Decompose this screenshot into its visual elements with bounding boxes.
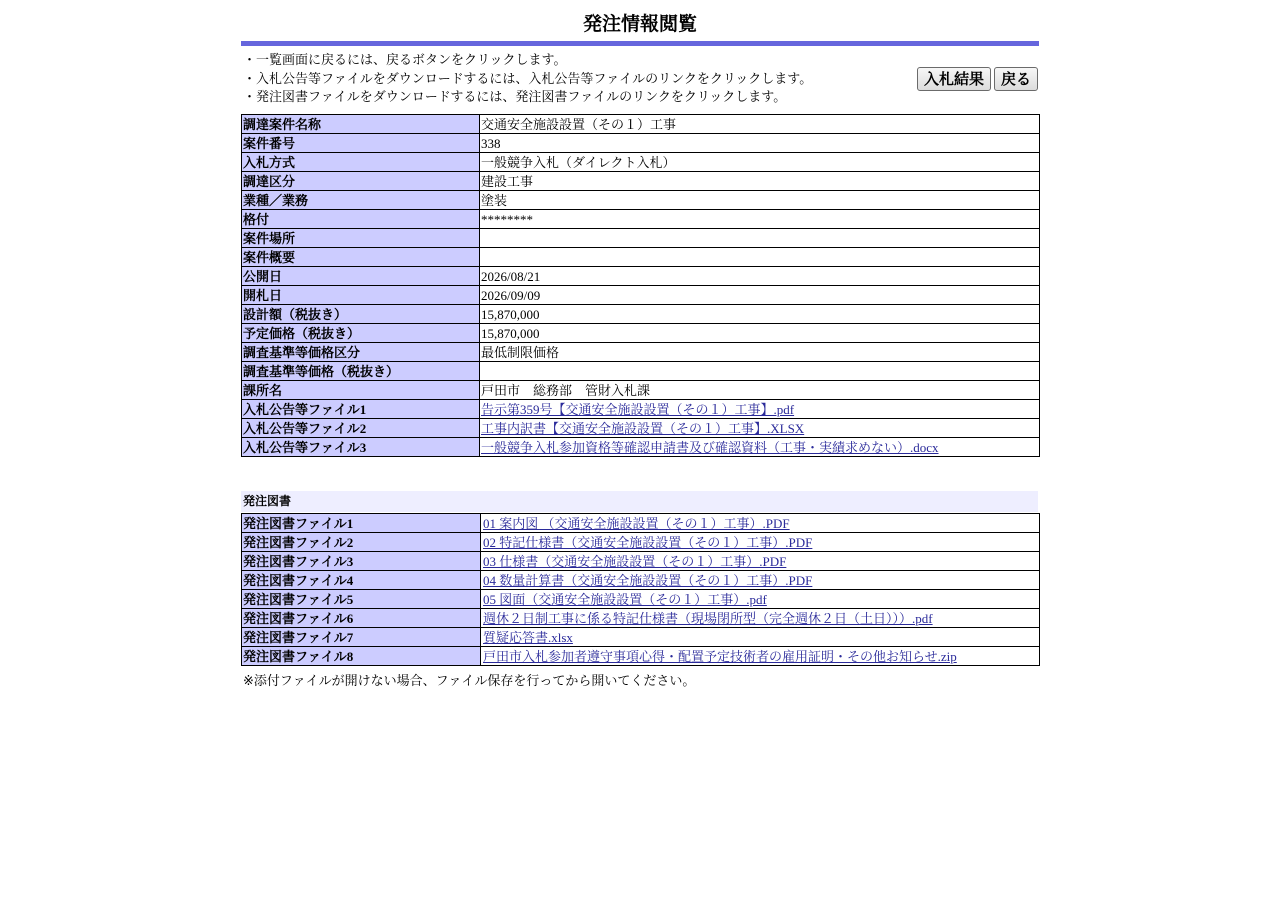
instruction-line: ・入札公告等ファイルをダウンロードするには、入札公告等ファイルのリンクをクリックします。 (243, 71, 813, 87)
table-row (242, 115, 1040, 134)
page-container (241, 0, 1039, 689)
table-row (242, 343, 1040, 362)
drawing-file-link[interactable]: 質疑応答書.xlsx (483, 629, 573, 645)
instruction-line: ・一覧画面に戻るには、戻るボタンをクリックします。 (243, 53, 567, 68)
table-row (242, 305, 1040, 324)
field-value: 建設工事 (480, 172, 1040, 191)
drawing-file-link[interactable]: 03 仕様書（交通安全施設設置（その１）工事）.PDF (483, 553, 787, 569)
field-label: 案件番号 (242, 134, 480, 153)
field-value: 最低制限価格 (480, 343, 1040, 362)
button-group (917, 67, 1038, 91)
field-label: 調査基準等価格区分 (242, 343, 480, 362)
drawing-file-link[interactable]: 02 特記仕様書（交通安全施設設置（その１）工事）.PDF (483, 534, 813, 550)
table-row (242, 647, 1040, 666)
order-info-table (241, 114, 1040, 457)
file-value (481, 590, 1040, 609)
drawings-section-heading: 発注図書 (241, 491, 1038, 512)
field-label: 公開日 (242, 267, 480, 286)
file-link[interactable]: 工事内訳書【交通安全施設設置（その１）工事】.XLSX (481, 420, 805, 436)
file-value (481, 609, 1040, 628)
table-row (242, 248, 1040, 267)
table-row (242, 514, 1040, 533)
field-value: 一般競争入札（ダイレクト入札） (480, 153, 1040, 172)
table-row (242, 362, 1040, 381)
file-label: 発注図書ファイル2 (242, 533, 481, 552)
table-row (242, 324, 1040, 343)
field-label: 課所名 (242, 381, 480, 400)
file-label: 発注図書ファイル3 (242, 552, 481, 571)
field-label: 案件場所 (242, 229, 480, 248)
field-value (480, 438, 1040, 457)
file-value (481, 571, 1040, 590)
field-label: 調査基準等価格（税抜き） (242, 362, 480, 381)
table-row (242, 153, 1040, 172)
table-row (242, 286, 1040, 305)
table-row (242, 267, 1040, 286)
file-value (481, 514, 1040, 533)
file-link[interactable]: 一般競争入札参加資格等確認申請書及び確認資料（工事・実績求めない）.docx (481, 439, 939, 455)
drawings-table (241, 513, 1040, 666)
field-value: ******** (480, 210, 1040, 229)
field-label: 開札日 (242, 286, 480, 305)
field-label: 予定価格（税抜き） (242, 324, 480, 343)
header-row (241, 46, 1039, 114)
table-row (242, 571, 1040, 590)
drawing-file-link[interactable]: 01 案内図 （交通安全施設設置（その１）工事）.PDF (483, 515, 790, 531)
field-label: 設計額（税抜き） (242, 305, 480, 324)
drawing-file-link[interactable]: 週休２日制工事に係る特記仕様書（現場閉所型（完全週休２日（土日）））.pdf (483, 610, 933, 626)
field-label: 入札公告等ファイル1 (242, 400, 480, 419)
field-label: 業種／業務 (242, 191, 480, 210)
field-value: 交通安全施設設置（その１）工事 (480, 115, 1040, 134)
file-value (481, 533, 1040, 552)
field-label: 調達区分 (242, 172, 480, 191)
file-value (481, 552, 1040, 571)
file-label: 発注図書ファイル5 (242, 590, 481, 609)
table-row (242, 210, 1040, 229)
field-label: 入札公告等ファイル2 (242, 419, 480, 438)
field-value: 戸田市 総務部 管財入札課 (480, 381, 1040, 400)
field-value (480, 419, 1040, 438)
field-label: 調達案件名称 (242, 115, 480, 134)
table-row (242, 191, 1040, 210)
file-label: 発注図書ファイル7 (242, 628, 481, 647)
table-row (242, 419, 1040, 438)
field-value (480, 400, 1040, 419)
table-row (242, 381, 1040, 400)
footer-note: ※添付ファイルが開けない場合、ファイル保存を行ってから開いてください。 (243, 674, 696, 689)
field-label: 入札公告等ファイル3 (242, 438, 480, 457)
field-value (480, 362, 1040, 381)
drawing-file-link[interactable]: 戸田市入札参加者遵守事項心得・配置予定技術者の雇用証明・その他お知らせ.zip (483, 648, 957, 664)
field-value (480, 229, 1040, 248)
field-value: 2026/08/21 (480, 267, 1040, 286)
field-label: 案件概要 (242, 248, 480, 267)
file-value (481, 647, 1040, 666)
file-label: 発注図書ファイル4 (242, 571, 481, 590)
field-value (480, 248, 1040, 267)
file-label: 発注図書ファイル8 (242, 647, 481, 666)
field-value: 塗装 (480, 191, 1040, 210)
table-row (242, 628, 1040, 647)
field-label: 格付 (242, 210, 480, 229)
file-label: 発注図書ファイル6 (242, 609, 481, 628)
instruction-line: ・発注図書ファイルをダウンロードするには、発注図書ファイルのリンクをクリックします。 (243, 90, 787, 105)
bid-results-button[interactable]: 入札結果 (917, 67, 991, 91)
file-link[interactable]: 告示第359号【交通安全施設設置（その１）工事】.pdf (481, 401, 795, 417)
table-row (242, 134, 1040, 153)
page-title: 発注情報閲覧 (582, 13, 697, 35)
file-value (481, 628, 1040, 647)
table-row (242, 533, 1040, 552)
field-value: 15,870,000 (480, 305, 1040, 324)
table-row (242, 172, 1040, 191)
back-button[interactable]: 戻る (994, 67, 1038, 91)
field-label: 入札方式 (242, 153, 480, 172)
table-row (242, 438, 1040, 457)
field-value: 338 (480, 134, 1040, 153)
field-value: 2026/09/09 (480, 286, 1040, 305)
table-row (242, 590, 1040, 609)
file-label: 発注図書ファイル1 (242, 514, 481, 533)
field-value: 15,870,000 (480, 324, 1040, 343)
table-row (242, 229, 1040, 248)
instructions (243, 52, 812, 108)
drawing-file-link[interactable]: 04 数量計算書（交通安全施設設置（その１）工事）.PDF (483, 572, 813, 588)
table-row (242, 400, 1040, 419)
table-row (242, 609, 1040, 628)
drawing-file-link[interactable]: 05 図面（交通安全施設設置（その１）工事）.pdf (483, 591, 767, 607)
table-row (242, 552, 1040, 571)
